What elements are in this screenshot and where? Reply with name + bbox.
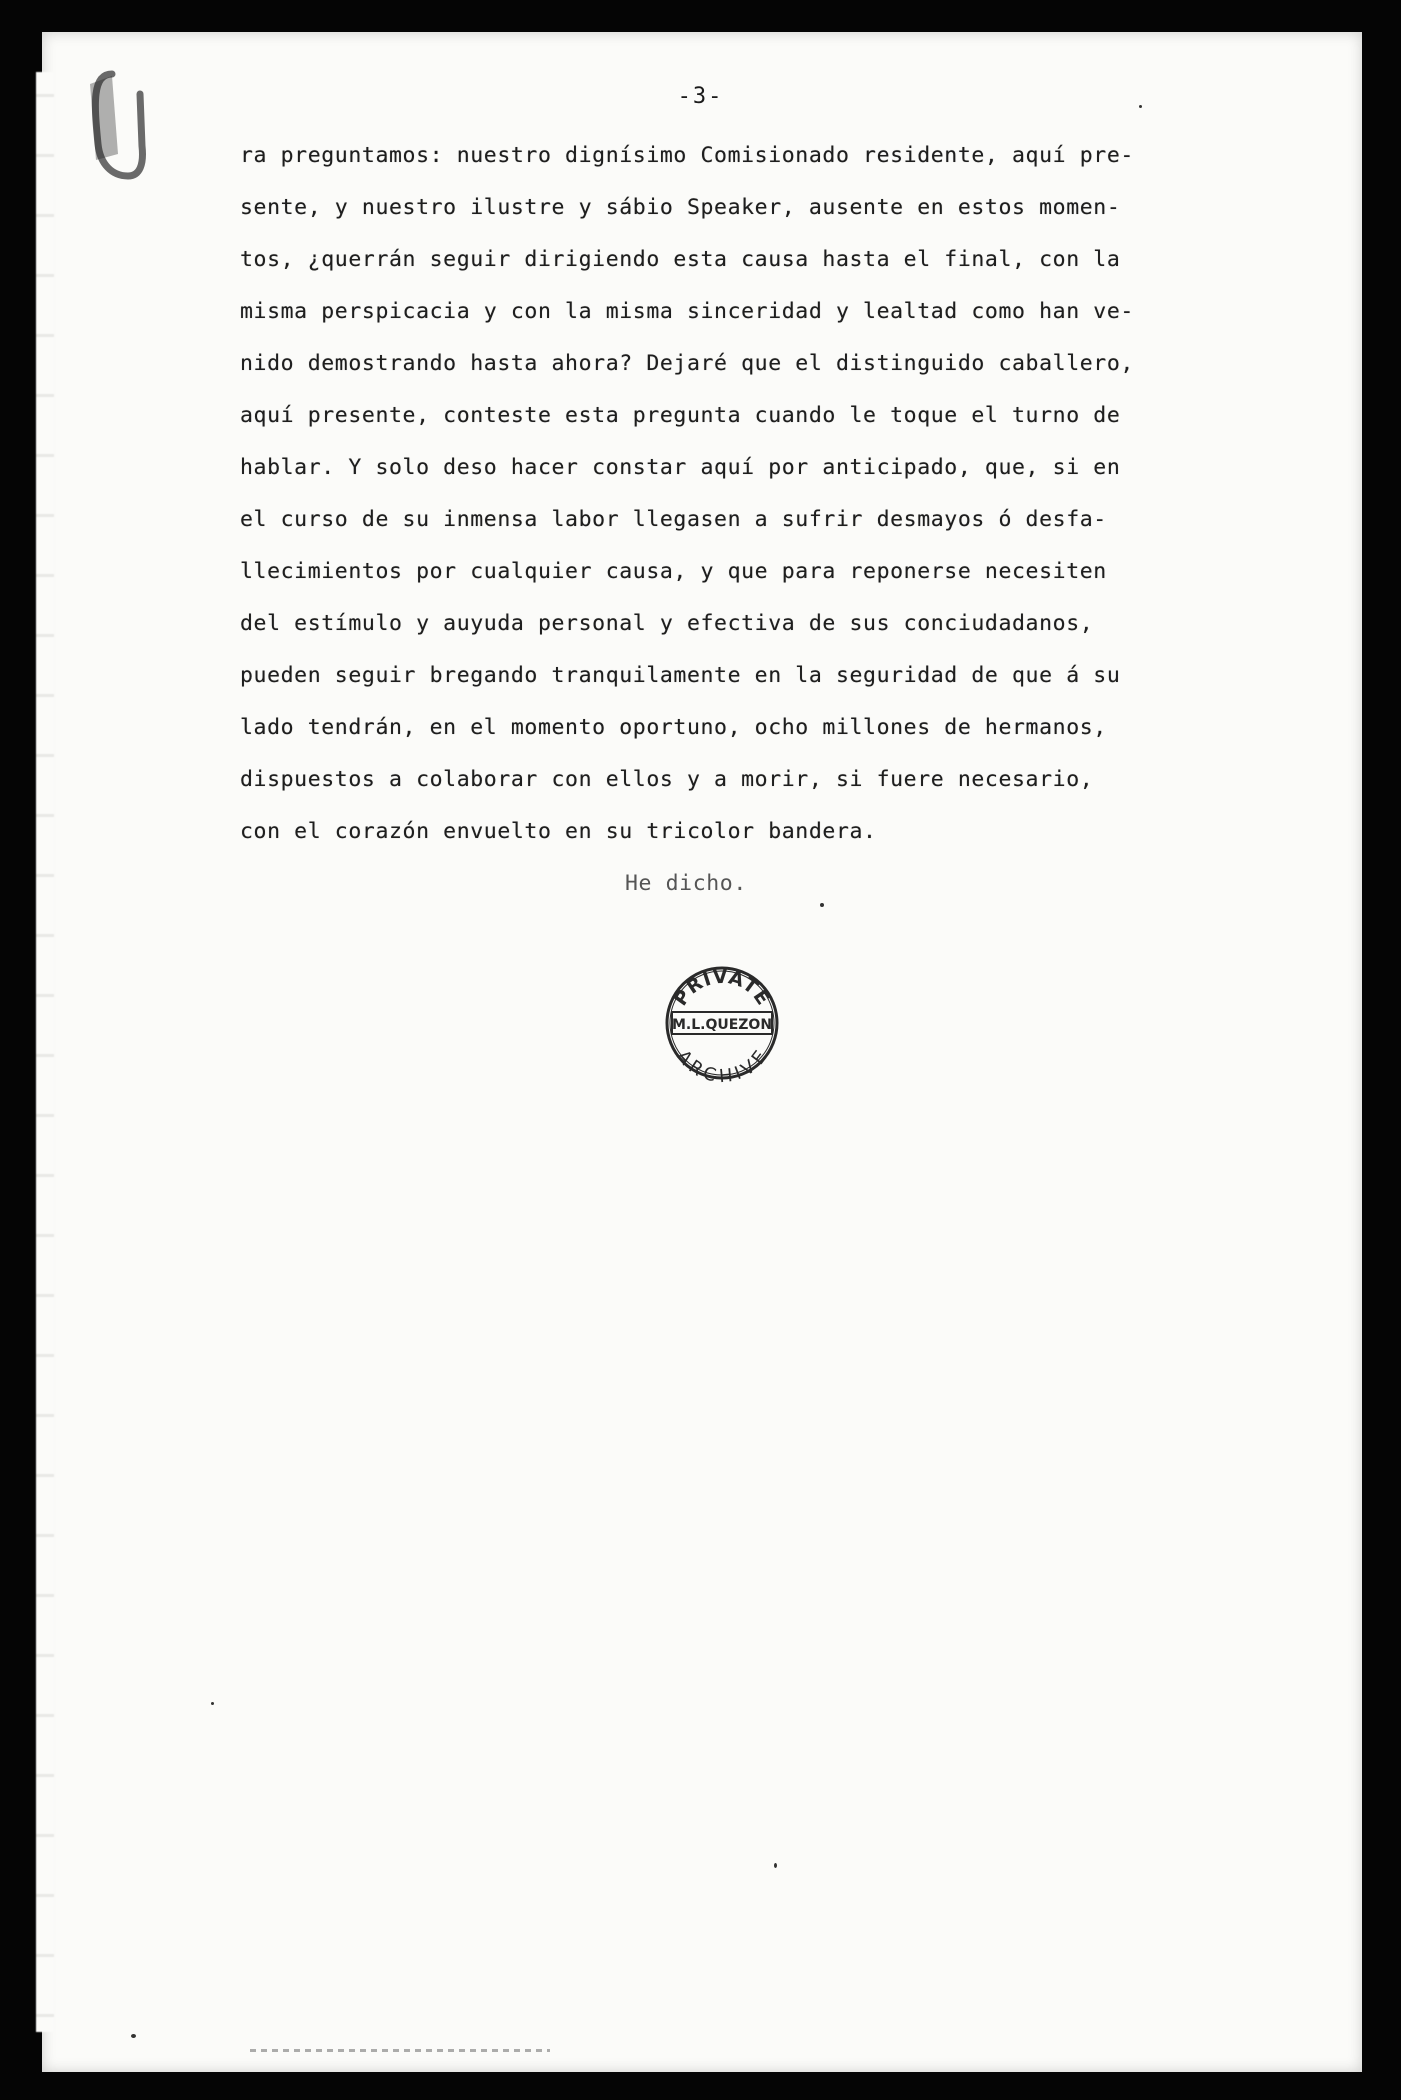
ink-speck — [820, 903, 824, 907]
archive-stamp — [662, 963, 782, 1083]
text-line: nido demostrando hasta ahora? Dejaré que el distinguido caballero, — [240, 351, 1134, 376]
text-line: sente, y nuestro ilustre y sábio Speaker, ausente en estos momen- — [240, 195, 1121, 220]
text-line: dispuestos a colaborar con ellos y a morir, si fuere necesario, — [240, 767, 1094, 792]
paper-stain — [250, 2049, 550, 2052]
text-line: tos, ¿querrán seguir dirigiendo esta causa hasta el final, con la — [240, 247, 1121, 272]
stamp-middle-text: M.L.QUEZON — [671, 1017, 773, 1033]
text-line: lado tendrán, en el momento oportuno, ocho millones de hermanos, — [240, 715, 1107, 740]
svg-text:PRIVATE — [669, 966, 774, 1010]
text-line: con el corazón envuelto en su tricolor bandera. — [240, 819, 877, 844]
text-line: misma perspicacia y con la misma sinceridad y lealtad como han ve- — [240, 299, 1134, 324]
text-line: ra preguntamos: nuestro dignísimo Comisionado residente, aquí pre- — [240, 143, 1134, 168]
ink-speck — [211, 1702, 214, 1705]
ink-speck — [774, 1863, 777, 1868]
body-text — [240, 130, 1280, 858]
text-line: aquí presente, conteste esta pregunta cuando le toque el turno de — [240, 403, 1121, 428]
stamp-bottom-text: ARCHIVE — [672, 1046, 772, 1083]
page-number: -3- — [677, 84, 724, 109]
stamp-top-text: PRIVATE — [669, 965, 775, 1010]
text-line: llecimientos por cualquier causa, y que para reponerse necesiten — [240, 559, 1107, 584]
ink-speck — [1139, 105, 1142, 108]
closing-signoff: He dicho. — [625, 871, 747, 896]
text-line: hablar. Y solo deso hacer constar aquí por anticipado, que, si en — [240, 455, 1121, 480]
text-line: el curso de su inmensa labor llegasen a sufrir desmayos ó desfa- — [240, 507, 1107, 532]
text-line: del estímulo y auyuda personal y efectiva de sus conciudadanos, — [240, 611, 1094, 636]
paper-clip-mark — [82, 64, 174, 184]
text-line: pueden seguir bregando tranquilamente en la seguridad de que á su — [240, 663, 1121, 688]
ink-speck — [131, 2034, 136, 2038]
